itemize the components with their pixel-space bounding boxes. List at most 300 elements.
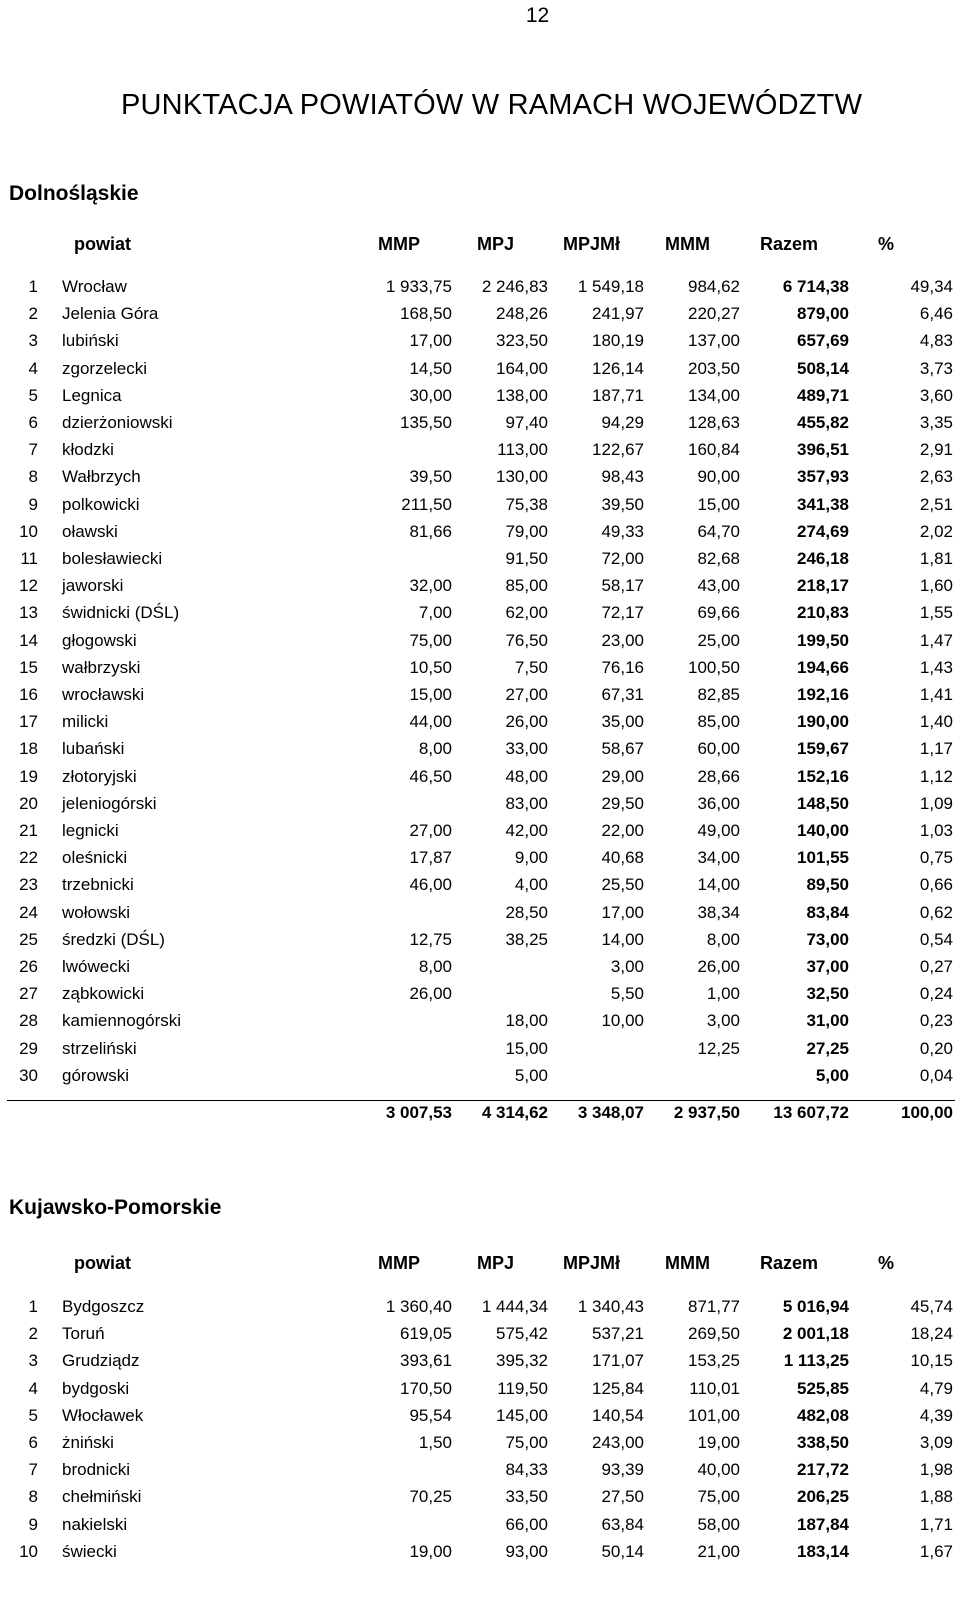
percent-value: 1,09 bbox=[919, 793, 953, 813]
powiat-name: lwówecki bbox=[62, 957, 131, 976]
mpjm-value: 27,50 bbox=[601, 1487, 644, 1507]
total-razem-value: 13 607,72 bbox=[773, 1103, 849, 1122]
mpj-value: 113,00 bbox=[497, 440, 548, 460]
powiat-name: Grudziądz bbox=[62, 1351, 140, 1371]
percent-value: 4,39 bbox=[919, 1405, 953, 1425]
percent-value: 6,46 bbox=[919, 304, 953, 324]
table-row bbox=[0, 903, 960, 930]
page-title: PUNKTACJA POWIATÓW W RAMACH WOJEWÓDZTW bbox=[121, 89, 863, 121]
powiat-name: Wałbrzych bbox=[62, 467, 141, 487]
percent-value: 2,51 bbox=[919, 494, 953, 514]
mmp-value: 44,00 bbox=[409, 712, 452, 732]
percent-value: 1,67 bbox=[919, 1541, 953, 1561]
razem-value: 246,18 bbox=[797, 549, 849, 568]
mpjm-value: 10,00 bbox=[601, 1011, 644, 1031]
razem-value: 657,69 bbox=[797, 331, 849, 351]
powiat-name: bolesławiecki bbox=[62, 549, 163, 568]
razem-value: 187,84 bbox=[797, 1514, 849, 1534]
mmp-value: 46,50 bbox=[409, 766, 452, 786]
mmp-value: 135,50 bbox=[400, 413, 452, 432]
powiat-name: Włocławek bbox=[62, 1405, 144, 1425]
mpjm-value: 17,00 bbox=[601, 902, 644, 922]
powiat-name: Wrocław bbox=[62, 277, 127, 296]
powiat-name: Bydgoszcz bbox=[62, 1297, 145, 1316]
row-number: 22 bbox=[19, 848, 38, 868]
mpjm-value: 94,29 bbox=[601, 413, 644, 432]
table-row bbox=[0, 522, 960, 549]
mpjm-value: 180,19 bbox=[592, 331, 644, 351]
mpj-value: 28,50 bbox=[505, 902, 548, 922]
row-number: 28 bbox=[19, 1011, 38, 1031]
column-header-mpj: MPJ bbox=[476, 234, 514, 254]
percent-value: 1,12 bbox=[919, 766, 953, 786]
table-row bbox=[0, 1297, 960, 1324]
row-number: 10 bbox=[19, 521, 38, 541]
mmm-value: 12,25 bbox=[697, 1038, 740, 1058]
column-header-razem: Razem bbox=[759, 234, 818, 254]
powiat-name: brodnicki bbox=[62, 1460, 131, 1480]
page-number: 12 bbox=[525, 4, 550, 27]
table-row bbox=[0, 794, 960, 821]
mpjm-value: 67,31 bbox=[601, 685, 644, 704]
mpj-value: 48,00 bbox=[505, 766, 548, 786]
row-number: 9 bbox=[28, 1514, 38, 1534]
table-row bbox=[0, 1406, 960, 1433]
razem-value: 140,00 bbox=[797, 821, 849, 840]
mmm-value: 15,00 bbox=[697, 494, 740, 514]
column-header-mmm: MMM bbox=[665, 234, 710, 254]
powiat-name: lubański bbox=[62, 739, 125, 759]
row-number: 2 bbox=[28, 304, 38, 324]
powiat-name: strzeliński bbox=[62, 1038, 137, 1058]
powiat-name: świecki bbox=[62, 1541, 117, 1561]
percent-value: 0,24 bbox=[919, 984, 953, 1004]
mpjm-value: 50,14 bbox=[601, 1541, 644, 1561]
razem-value: 101,55 bbox=[797, 848, 849, 868]
row-number: 24 bbox=[19, 902, 38, 922]
mpj-value: 395,32 bbox=[496, 1351, 548, 1371]
percent-value: 1,98 bbox=[919, 1460, 953, 1480]
column-header-razem: Razem bbox=[759, 1253, 818, 1273]
row-number: 29 bbox=[19, 1038, 38, 1058]
row-number: 6 bbox=[28, 1433, 38, 1452]
powiat-name: zgorzelecki bbox=[62, 358, 148, 378]
powiat-name: chełmiński bbox=[62, 1487, 142, 1507]
column-header-mmm: MMM bbox=[665, 1253, 710, 1273]
razem-value: 396,51 bbox=[797, 440, 849, 460]
table-row bbox=[0, 875, 960, 902]
mmm-value: 269,50 bbox=[688, 1324, 740, 1344]
mpj-value: 2 246,83 bbox=[481, 277, 548, 296]
column-header-powiat: powiat bbox=[74, 1253, 131, 1273]
razem-value: 73,00 bbox=[806, 929, 849, 949]
mmm-value: 82,85 bbox=[697, 685, 740, 704]
percent-value: 0,62 bbox=[919, 902, 953, 922]
mmm-value: 25,00 bbox=[697, 630, 740, 650]
mmm-value: 85,00 bbox=[697, 712, 740, 732]
percent-value: 0,23 bbox=[919, 1011, 953, 1031]
mmm-value: 60,00 bbox=[697, 739, 740, 759]
mmp-value: 39,50 bbox=[409, 467, 452, 487]
razem-value: 89,50 bbox=[806, 875, 849, 895]
mmm-value: 160,84 bbox=[688, 440, 740, 460]
mpj-value: 575,42 bbox=[496, 1324, 548, 1344]
powiat-name: oławski bbox=[62, 521, 118, 541]
powiat-name: legnicki bbox=[62, 821, 119, 840]
table-row bbox=[0, 277, 960, 304]
razem-value: 27,25 bbox=[806, 1038, 849, 1058]
percent-value: 1,43 bbox=[919, 657, 953, 677]
mmm-value: 8,00 bbox=[706, 929, 740, 949]
mpj-value: 85,00 bbox=[505, 576, 548, 596]
percent-value: 0,27 bbox=[919, 957, 953, 976]
percent-value: 2,91 bbox=[919, 440, 953, 460]
percent-value: 1,81 bbox=[919, 549, 953, 568]
table-row bbox=[0, 1066, 960, 1093]
column-header-mmp: MMP bbox=[378, 234, 420, 254]
mmp-value: 17,00 bbox=[409, 331, 452, 351]
mpjm-value: 93,39 bbox=[601, 1460, 644, 1480]
mpj-value: 15,00 bbox=[505, 1038, 548, 1058]
razem-value: 338,50 bbox=[797, 1433, 849, 1452]
mpj-value: 75,38 bbox=[505, 494, 548, 514]
razem-value: 482,08 bbox=[797, 1405, 849, 1425]
powiat-name: Legnica bbox=[62, 385, 122, 405]
razem-value: 210,83 bbox=[797, 603, 849, 623]
mpjm-value: 39,50 bbox=[601, 494, 644, 514]
mmm-value: 110,01 bbox=[689, 1378, 740, 1398]
row-number: 13 bbox=[19, 603, 38, 623]
mpjm-value: 58,67 bbox=[601, 739, 644, 759]
total-percent-value: 100,00 bbox=[901, 1103, 953, 1122]
mmm-value: 58,00 bbox=[697, 1514, 740, 1534]
row-number: 20 bbox=[19, 793, 38, 813]
mpjm-value: 171,07 bbox=[592, 1351, 644, 1371]
mmm-value: 137,00 bbox=[688, 331, 740, 351]
mmm-value: 90,00 bbox=[697, 467, 740, 487]
row-number: 7 bbox=[28, 1460, 38, 1480]
mmp-value: 27,00 bbox=[409, 821, 452, 840]
percent-value: 0,66 bbox=[919, 875, 953, 895]
row-number: 6 bbox=[28, 413, 38, 432]
row-number: 25 bbox=[19, 929, 38, 949]
mmm-value: 1,00 bbox=[706, 984, 740, 1004]
mmp-value: 619,05 bbox=[400, 1324, 452, 1344]
mpj-value: 9,00 bbox=[514, 848, 548, 868]
razem-value: 525,85 bbox=[797, 1378, 849, 1398]
table-row bbox=[0, 1379, 960, 1406]
mmp-value: 7,00 bbox=[418, 603, 452, 623]
mmp-value: 95,54 bbox=[409, 1405, 452, 1425]
mpj-value: 83,00 bbox=[505, 793, 548, 813]
row-number: 26 bbox=[19, 957, 38, 976]
mpj-value: 138,00 bbox=[496, 385, 548, 405]
powiat-name: ząbkowicki bbox=[62, 984, 145, 1004]
mmm-value: 49,00 bbox=[697, 821, 740, 840]
mpjm-value: 1 340,43 bbox=[577, 1297, 644, 1316]
row-number: 4 bbox=[28, 1378, 38, 1398]
mmm-value: 75,00 bbox=[697, 1487, 740, 1507]
row-number: 1 bbox=[28, 1297, 38, 1316]
mpjm-value: 58,17 bbox=[601, 576, 644, 596]
row-number: 14 bbox=[19, 630, 38, 650]
section-title: Kujawsko-Pomorskie bbox=[9, 1196, 222, 1219]
mmp-value: 1 360,40 bbox=[385, 1297, 452, 1316]
row-number: 7 bbox=[28, 440, 38, 460]
table-row bbox=[0, 1011, 960, 1038]
powiat-name: żniński bbox=[62, 1433, 114, 1452]
table-row bbox=[0, 712, 960, 739]
row-number: 11 bbox=[20, 549, 38, 568]
mpjm-value: 72,17 bbox=[601, 603, 644, 623]
percent-value: 49,34 bbox=[910, 277, 953, 296]
powiat-name: milicki bbox=[62, 712, 109, 732]
mmp-value: 19,00 bbox=[409, 1541, 452, 1561]
row-number: 8 bbox=[28, 467, 38, 487]
razem-value: 341,38 bbox=[797, 494, 849, 514]
mpj-value: 164,00 bbox=[496, 358, 548, 378]
row-number: 12 bbox=[19, 576, 38, 596]
mpj-value: 145,00 bbox=[496, 1405, 548, 1425]
mpj-value: 97,40 bbox=[505, 413, 548, 432]
razem-value: 217,72 bbox=[797, 1460, 849, 1480]
column-header-mpj: MPJ bbox=[476, 1253, 514, 1273]
razem-value: 192,16 bbox=[797, 685, 849, 704]
powiat-name: średzki (DŚL) bbox=[62, 929, 165, 949]
razem-value: 190,00 bbox=[797, 712, 849, 732]
razem-value: 148,50 bbox=[797, 793, 849, 813]
mpjm-value: 98,43 bbox=[601, 467, 644, 487]
mmp-value: 393,61 bbox=[400, 1351, 452, 1371]
table-row bbox=[0, 658, 960, 685]
mpjm-value: 40,68 bbox=[601, 848, 644, 868]
mmm-value: 984,62 bbox=[688, 277, 740, 296]
row-number: 30 bbox=[19, 1065, 38, 1085]
mpjm-value: 125,84 bbox=[592, 1378, 644, 1398]
percent-value: 1,55 bbox=[919, 603, 953, 623]
mpj-value: 4,00 bbox=[514, 875, 548, 895]
razem-value: 879,00 bbox=[797, 304, 849, 324]
mpj-value: 84,33 bbox=[505, 1460, 548, 1480]
mmm-value: 871,77 bbox=[688, 1297, 740, 1316]
powiat-name: polkowicki bbox=[62, 494, 140, 514]
powiat-name: bydgoski bbox=[62, 1378, 130, 1398]
table-row bbox=[0, 603, 960, 630]
table-row bbox=[0, 984, 960, 1011]
column-header-pct: % bbox=[877, 1253, 894, 1273]
razem-value: 159,67 bbox=[797, 739, 849, 759]
mmp-value: 46,00 bbox=[409, 875, 452, 895]
table-row bbox=[0, 957, 960, 984]
totals-row bbox=[0, 1103, 960, 1130]
powiat-name: głogowski bbox=[62, 630, 137, 650]
mpj-value: 76,50 bbox=[505, 630, 548, 650]
razem-value: 489,71 bbox=[797, 385, 849, 405]
mpjm-value: 140,54 bbox=[592, 1405, 644, 1425]
powiat-name: dzierżoniowski bbox=[62, 413, 173, 432]
mmp-value: 1 933,75 bbox=[385, 277, 452, 296]
mpj-value: 18,00 bbox=[505, 1011, 548, 1031]
table-row bbox=[0, 1324, 960, 1351]
razem-value: 194,66 bbox=[797, 657, 849, 677]
powiat-name: świdnicki (DŚL) bbox=[62, 603, 180, 623]
row-number: 9 bbox=[28, 494, 38, 514]
percent-value: 3,35 bbox=[919, 413, 953, 432]
mpj-value: 91,50 bbox=[505, 549, 548, 568]
powiat-name: Jelenia Góra bbox=[62, 304, 159, 324]
total-mmp-value: 3 007,53 bbox=[385, 1103, 452, 1122]
mmm-value: 40,00 bbox=[697, 1460, 740, 1480]
table-row bbox=[0, 1039, 960, 1066]
mpjm-value: 122,67 bbox=[592, 440, 644, 460]
percent-value: 4,83 bbox=[919, 331, 953, 351]
razem-value: 2 001,18 bbox=[782, 1324, 849, 1344]
powiat-name: jeleniogórski bbox=[62, 793, 157, 813]
powiat-name: Toruń bbox=[62, 1324, 105, 1344]
mmm-value: 134,00 bbox=[688, 385, 740, 405]
table-row bbox=[0, 549, 960, 576]
mpjm-value: 241,97 bbox=[592, 304, 644, 324]
mpjm-value: 76,16 bbox=[601, 657, 644, 677]
mpjm-value: 14,00 bbox=[601, 929, 644, 949]
razem-value: 152,16 bbox=[797, 766, 849, 786]
mmm-value: 38,34 bbox=[697, 902, 740, 922]
mmm-value: 43,00 bbox=[697, 576, 740, 596]
mmm-value: 64,70 bbox=[697, 521, 740, 541]
razem-value: 199,50 bbox=[797, 630, 849, 650]
mpj-value: 119,50 bbox=[497, 1378, 548, 1398]
mpj-value: 1 444,34 bbox=[481, 1297, 548, 1316]
razem-value: 274,69 bbox=[797, 521, 849, 541]
column-header-mmp: MMP bbox=[378, 1253, 420, 1273]
mpj-value: 79,00 bbox=[505, 521, 548, 541]
table-row bbox=[0, 386, 960, 413]
mmp-value: 8,00 bbox=[418, 739, 452, 759]
row-number: 2 bbox=[28, 1324, 38, 1344]
mpjm-value: 29,00 bbox=[601, 766, 644, 786]
percent-value: 2,02 bbox=[919, 521, 953, 541]
percent-value: 3,60 bbox=[919, 385, 953, 405]
powiat-name: lubiński bbox=[62, 331, 119, 351]
percent-value: 1,17 bbox=[919, 739, 953, 759]
mpjm-value: 3,00 bbox=[610, 957, 644, 976]
mmp-value: 170,50 bbox=[400, 1378, 452, 1398]
table-row bbox=[0, 1515, 960, 1542]
row-number: 21 bbox=[19, 821, 38, 840]
table-row bbox=[0, 331, 960, 358]
percent-value: 0,20 bbox=[919, 1038, 953, 1058]
razem-value: 206,25 bbox=[797, 1487, 849, 1507]
mpjm-value: 1 549,18 bbox=[577, 277, 644, 296]
mpjm-value: 49,33 bbox=[601, 521, 644, 541]
razem-value: 357,93 bbox=[797, 467, 849, 487]
mpj-value: 5,00 bbox=[514, 1065, 548, 1085]
total-mmm-value: 2 937,50 bbox=[673, 1103, 740, 1122]
mmp-value: 211,50 bbox=[401, 494, 452, 514]
mpj-value: 33,00 bbox=[505, 739, 548, 759]
mpjm-value: 126,14 bbox=[592, 358, 644, 378]
total-mpjm-value: 3 348,07 bbox=[577, 1103, 644, 1122]
mmm-value: 28,66 bbox=[697, 766, 740, 786]
mpj-value: 33,50 bbox=[505, 1487, 548, 1507]
table-row bbox=[0, 304, 960, 331]
mpj-value: 62,00 bbox=[505, 603, 548, 623]
mmp-value: 17,87 bbox=[409, 848, 452, 868]
powiat-name: wrocławski bbox=[62, 685, 145, 704]
table-row bbox=[0, 821, 960, 848]
mmm-value: 128,63 bbox=[688, 413, 740, 432]
mpj-value: 42,00 bbox=[505, 821, 548, 840]
mmp-value: 32,00 bbox=[409, 576, 452, 596]
percent-value: 1,60 bbox=[919, 576, 953, 596]
row-number: 16 bbox=[19, 685, 38, 704]
razem-value: 183,14 bbox=[797, 1541, 849, 1561]
percent-value: 1,40 bbox=[919, 712, 953, 732]
table-row bbox=[0, 685, 960, 712]
percent-value: 3,73 bbox=[919, 358, 953, 378]
powiat-name: wałbrzyski bbox=[62, 657, 141, 677]
row-number: 3 bbox=[28, 1351, 38, 1371]
mpjm-value: 537,21 bbox=[592, 1324, 644, 1344]
row-number: 23 bbox=[19, 875, 38, 895]
row-number: 1 bbox=[28, 277, 38, 296]
mmp-value: 8,00 bbox=[418, 957, 452, 976]
razem-value: 5 016,94 bbox=[782, 1297, 849, 1316]
mpjm-value: 243,00 bbox=[592, 1433, 644, 1452]
razem-value: 32,50 bbox=[806, 984, 849, 1004]
table-row bbox=[0, 930, 960, 957]
mmm-value: 82,68 bbox=[697, 549, 740, 568]
mpjm-value: 29,50 bbox=[601, 793, 644, 813]
mmm-value: 69,66 bbox=[697, 603, 740, 623]
table-row bbox=[0, 1433, 960, 1460]
percent-value: 10,15 bbox=[910, 1351, 953, 1371]
mmm-value: 101,00 bbox=[688, 1405, 740, 1425]
percent-value: 1,71 bbox=[919, 1514, 953, 1534]
powiat-name: nakielski bbox=[62, 1514, 128, 1534]
razem-value: 508,14 bbox=[797, 358, 849, 378]
mmp-value: 10,50 bbox=[409, 657, 452, 677]
razem-value: 5,00 bbox=[815, 1065, 849, 1085]
powiat-name: oleśnicki bbox=[62, 848, 128, 868]
mmp-value: 15,00 bbox=[409, 685, 452, 704]
mpj-value: 38,25 bbox=[505, 929, 548, 949]
powiat-name: trzebnicki bbox=[62, 875, 134, 895]
table-row bbox=[0, 1460, 960, 1487]
mmp-value: 26,00 bbox=[409, 984, 452, 1004]
razem-value: 83,84 bbox=[806, 902, 849, 922]
row-number: 27 bbox=[19, 984, 38, 1004]
razem-value: 31,00 bbox=[806, 1011, 849, 1031]
row-number: 10 bbox=[19, 1541, 38, 1561]
mmp-value: 70,25 bbox=[409, 1487, 452, 1507]
mmm-value: 19,00 bbox=[697, 1433, 740, 1452]
mpjm-value: 35,00 bbox=[601, 712, 644, 732]
percent-value: 3,09 bbox=[919, 1433, 953, 1452]
mmp-value: 81,66 bbox=[409, 521, 452, 541]
mpj-value: 66,00 bbox=[505, 1514, 548, 1534]
powiat-name: kłodzki bbox=[62, 440, 114, 460]
mmm-value: 34,00 bbox=[697, 848, 740, 868]
percent-value: 1,47 bbox=[919, 630, 953, 650]
percent-value: 1,03 bbox=[919, 821, 953, 840]
row-number: 5 bbox=[28, 385, 38, 405]
mmm-value: 3,00 bbox=[706, 1011, 740, 1031]
row-number: 8 bbox=[28, 1487, 38, 1507]
mmp-value: 12,75 bbox=[409, 929, 452, 949]
razem-value: 37,00 bbox=[806, 957, 849, 976]
mmp-value: 168,50 bbox=[400, 304, 452, 324]
